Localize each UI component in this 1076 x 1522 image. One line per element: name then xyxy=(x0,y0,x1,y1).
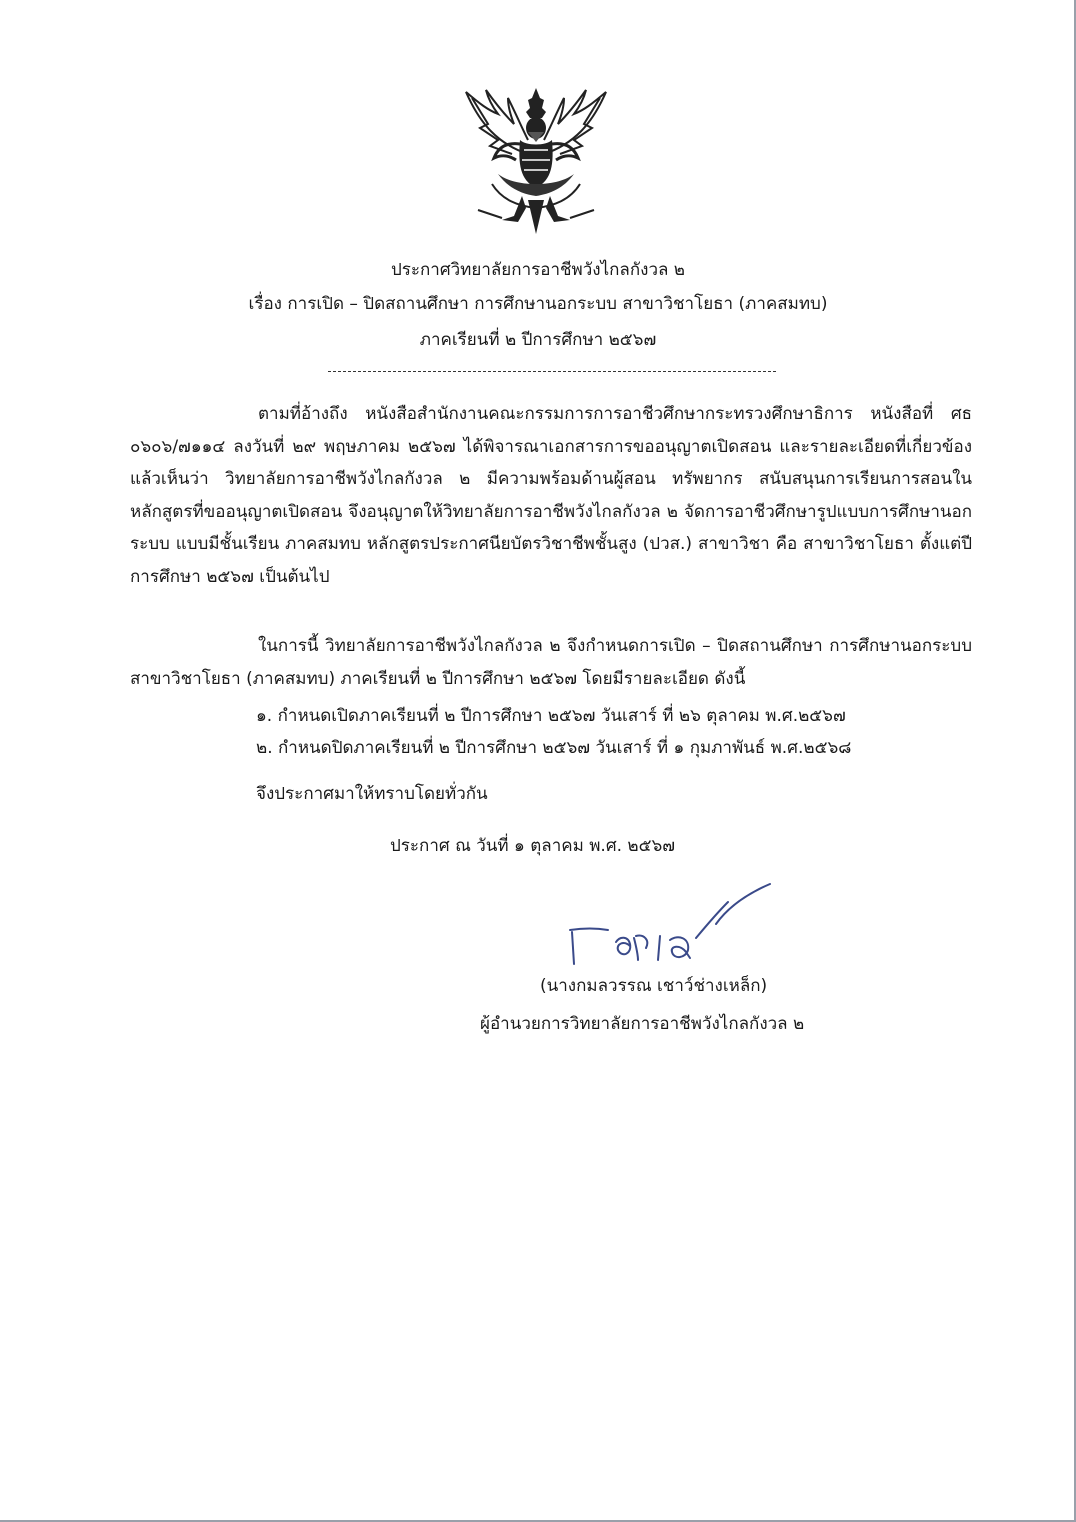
signatory-position: ผู้อำนวยการวิทยาลัยการอาชีพวังไกลกังวล ๒ xyxy=(480,1014,805,1034)
announcement-date: ประกาศ ณ วันที่ ๑ ตุลาคม พ.ศ. ๒๕๖๗ xyxy=(390,836,676,856)
signatory-name: (นางกมลวรรณ เชาว์ช่างเหล็ก) xyxy=(540,976,768,996)
closing-statement: จึงประกาศมาให้ทราบโดยทั่วกัน xyxy=(256,784,488,804)
body-paragraph-2: ในการนี้ วิทยาลัยการอาชีพวังไกลกังวล ๒ จึงกำหนดการเปิด – ปิดสถานศึกษา การศึกษานอกระบบ สาขาวิชาโยธา (ภาคสมทบ) ภาคเรียนที่ ๒ ปีการศึกษา ๒๕๖๗ โดยมีรายละเอียด ดังนี้ xyxy=(130,636,972,689)
handwritten-signature xyxy=(566,880,776,970)
garuda-emblem-icon xyxy=(458,84,614,244)
announcement-term: ภาคเรียนที่ ๒ ปีการศึกษา ๒๕๖๗ xyxy=(419,330,657,350)
announcement-subject: เรื่อง การเปิด – ปิดสถานศึกษา การศึกษานอกระบบ สาขาวิชาโยธา (ภาคสมทบ) xyxy=(248,294,828,314)
header-divider xyxy=(328,371,776,372)
list-item-open-date: ๑. กำหนดเปิดภาคเรียนที่ ๒ ปีการศึกษา ๒๕๖๗ วันเสาร์ ที่ ๒๖ ตุลาคม พ.ศ.๒๕๖๗ xyxy=(256,706,846,726)
announcement-title: ประกาศวิทยาลัยการอาชีพวังไกลกังวล ๒ xyxy=(390,260,686,280)
list-item-close-date: ๒. กำหนดปิดภาคเรียนที่ ๒ ปีการศึกษา ๒๕๖๗ วันเสาร์ ที่ ๑ กุมภาพันธ์ พ.ศ.๒๕๖๘ xyxy=(256,738,852,758)
body-paragraph-1: ตามที่อ้างถึง หนังสือสำนักงานคณะกรรมการการอาชีวศึกษากระทรวงศึกษาธิการ หนังสือที่ ศธ ๐๖๐๖/๗๑๑๔ ลงวันที่ ๒๙ พฤษภาคม ๒๕๖๗ ได้พิจารณาเอกสารการขออนุญาตเปิดสอน และรายละเอียดที่เกี่ยวข้องแล้วเห็นว่า วิทยาลัยการอาชีพวังไกลกังวล ๒ มีความพร้อมด้านผู้สอน ทรัพยากร สนับสนุนการเรียนการสอนในหลักสูตรที่ขออนุญาตเปิดสอน จึงอนุญาตให้วิทยาลัยการอาชีพวังไกลกังวล ๒ จัดการอาชีวศึกษารูปแบบการศึกษานอกระบบ แบบมีชั้นเรียน ภาคสมทบ หลักสูตรประกาศนียบัตรวิชาชีพชั้นสูง (ปวส.) สาขาวิชา คือ สาขาวิชาโยธา ตั้งแต่ปีการศึกษา ๒๕๖๗ เป็นต้นไป xyxy=(130,404,972,587)
